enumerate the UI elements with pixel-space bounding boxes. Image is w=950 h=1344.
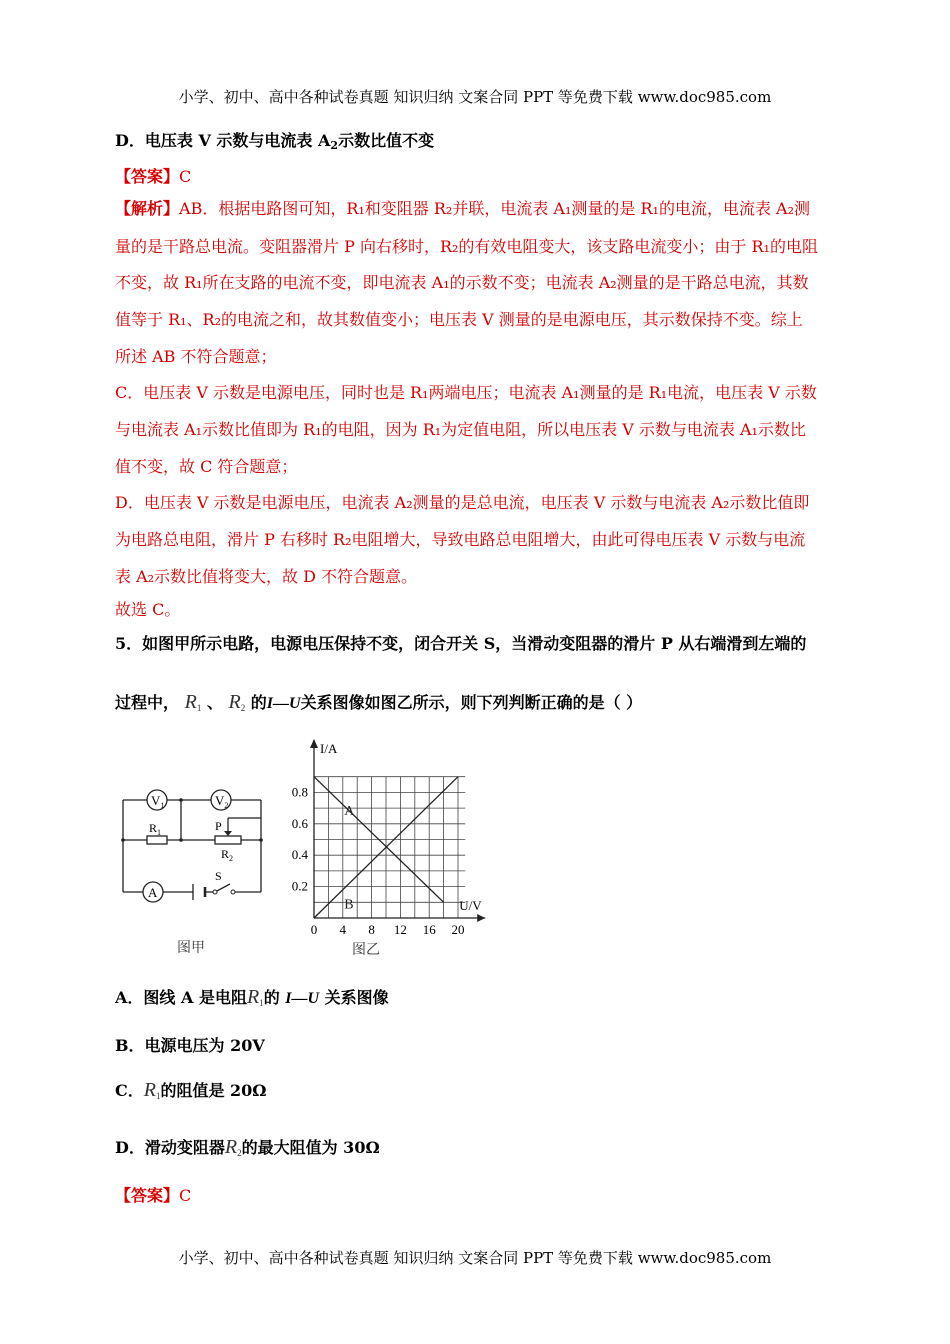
y-axis-label: I/A (320, 741, 338, 756)
page-header: 小学、初中、高中各种试卷真题 知识归纳 文案合同 PPT 等免费下载 www.doc985.com (178, 88, 772, 106)
answer-tag: 【答案】 (115, 1186, 180, 1205)
r2-label: $R_2$ (221, 847, 234, 863)
series-label-b: B (344, 897, 354, 913)
x-tick-label: 4 (339, 922, 347, 937)
analysis-line: 值等于 R₁、R₂的电流之和，故其数值变小；电压表 V 测量的是电源电压，其示数保持不变。综上 (115, 310, 803, 329)
r2-symbol: $R_2$ (228, 691, 246, 713)
analysis-line: 不变，故 R₁所在支路的电流不变，即电流表 A₁的示数不变；电流表 A₂测量的是干路总电流，其数 (115, 273, 809, 292)
option-a: A．图线 A 是电阻$R_1$的 I—U 关系图像 (115, 986, 389, 1008)
analysis-line: 量的是干路总电流。变阻器滑片 P 向右移时，R₂的有效电阻变大，该支路电流变小；由于 R₁的电阻 (115, 237, 818, 256)
r1-label: $R_1$ (149, 821, 162, 837)
circuit-diagram (115, 780, 275, 960)
x-tick-label: 16 (422, 922, 436, 937)
option-b: B．电源电压为 20V (115, 1036, 265, 1055)
analysis-line: D．电压表 V 示数是电源电压，电流表 A₂测量的是总电流，电压表 V 示数与电流表 A₂示数比值即 (115, 493, 810, 512)
q5-line1: 5．如图甲所示电路，电源电压保持不变，闭合开关 S，当滑动变阻器的滑片 P 从右端滑到左端的 (115, 634, 807, 653)
analysis-line: 表 A₂示数比值将变大，故 D 不符合题意。 (115, 567, 418, 586)
y-axis-arrow (310, 739, 318, 748)
prev-answer: 【答案】C (115, 167, 192, 186)
analysis-line: 所述 AB 不符合题意； (115, 347, 277, 366)
y-tick-label: 0.2 (291, 878, 308, 894)
x-tick-label: 0 (310, 922, 318, 937)
v1-label: $V_1$ (151, 793, 165, 810)
x-tick-label: 12 (393, 922, 407, 937)
r1-symbol: $R_1$ (143, 1079, 161, 1101)
y-tick-label: 0.4 (291, 847, 308, 863)
r1-symbol: $R_1$ (246, 986, 264, 1008)
fig-a-caption: 图甲 (177, 941, 205, 956)
a-label: A (148, 885, 158, 900)
q5-line2: 过程中， $R_1$ 、 $R_2$ 的I—U关系图像如图乙所示，则下列判断正确的是（ ） (115, 691, 643, 713)
answer-tag: 【答案】 (115, 167, 180, 186)
page-footer: 小学、初中、高中各种试卷真题 知识归纳 文案合同 PPT 等免费下载 www.doc985.com (178, 1249, 772, 1267)
option-d: D．滑动变阻器$R_2$的最大阻值为 30Ω (115, 1136, 380, 1158)
x-tick-label: 20 (451, 922, 465, 937)
r1-symbol: $R_1$ (184, 691, 202, 713)
x-axis-label: U/V (459, 898, 482, 913)
prev-option-d: D．电压表 V 示数与电流表 $A_2$示数比值不变 (115, 131, 435, 152)
s-label: S (215, 869, 222, 883)
analysis-line: 【解析】AB．根据电路图可知，R₁和变阻器 R₂并联，电流表 A₁测量的是 R₁的电流，电流表 A₂测 (115, 199, 810, 218)
x-tick-label: 8 (368, 922, 375, 937)
analysis-line: 为电路总电阻，滑片 P 右移时 R₂电阻增大，导致电路总电阻增大，由此可得电压表 V 示数与电流 (115, 530, 806, 549)
fig-b-caption: 图乙 (352, 943, 380, 958)
option-c: C．$R_1$的阻值是 20Ω (115, 1079, 267, 1101)
q5-answer: 【答案】C (115, 1186, 192, 1205)
p-label: P (215, 819, 222, 833)
chart-axes (310, 739, 485, 922)
x-axis-arrow (477, 914, 485, 922)
iu-graph (280, 736, 500, 961)
series-label-a: A (344, 803, 355, 819)
analysis-line: 与电流表 A₁示数比值即为 R₁的电阻，因为 R₁为定值电阻，所以电压表 V 示数与电流表 A₁示数比 (115, 420, 806, 439)
y-tick-label: 0.6 (291, 815, 308, 831)
analysis-line: 故选 C。 (115, 600, 181, 619)
analysis-line: 值不变，故 C 符合题意； (115, 457, 298, 476)
analysis-line: C．电压表 V 示数是电源电压，同时也是 R₁两端电压；电流表 A₁测量的是 R₁电流，电压表 V 示数 (115, 383, 817, 402)
y-tick-label: 0.8 (291, 784, 308, 800)
v2-label: $V_2$ (215, 793, 229, 810)
analysis-tag: 【解析】 (115, 199, 180, 218)
r2-symbol: $R_2$ (224, 1136, 242, 1158)
